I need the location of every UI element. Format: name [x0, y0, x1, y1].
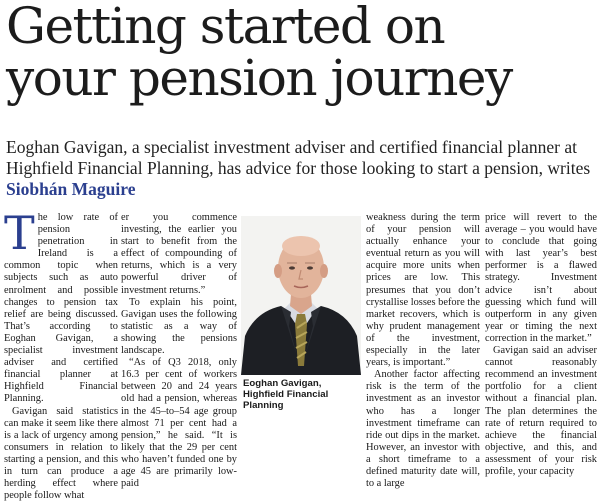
paragraph: To explain his point, Gavigan uses the following statistic as a way of showing the pensions landscape. [121, 297, 237, 357]
headline-line-1: Getting started on [6, 0, 596, 52]
portrait-photo [241, 216, 361, 375]
paragraph: Another factor affecting risk is the term of the investment as an investor who has a longer investment timeframe can ride out dips in the market. However, an investor with a short timeframe to a defined maturity date will, to a large [366, 369, 480, 490]
article-column-2 [121, 212, 237, 490]
paragraph: Gavigan said statistics can make it seem like there is a lack of urgency among consumers in relation to starting a pension, and this in turn can produce a herding effect where people follow what [4, 406, 118, 502]
article-column-4 [485, 212, 597, 478]
drop-cap: T [4, 213, 35, 253]
byline: Siobhán Maguire [6, 179, 136, 199]
photo-caption: Eoghan Gavigan, Highfield Financial Planning [243, 378, 365, 411]
paragraph: “As of Q3 2018, only 16.3 per cent of workers between 20 and 24 years old had a pension, whereas in the 45–to–54 age group almost 71 per cent had a pension,” he said. “It is likely that the 29 per cent who haven’t funded one by age 45 are primarily low-paid [121, 357, 237, 490]
portrait-illustration [241, 216, 361, 375]
standfirst-text: Eoghan Gavigan, a specialist investment adviser and certified financial planner at Highfield Financial Planning, has advice for those looking to start a pension, writes [6, 137, 590, 178]
paragraph: he low rate of pension penetration in Ireland is a common topic when subjects such as auto enrolment and possible changes to pension tax relief are being discussed. That’s according to Eoghan Gavigan, a specialist investment adviser and certified financial planner at Highfield Financial Planning. [4, 212, 118, 406]
headline [6, 0, 596, 104]
headline-line-2: your pension journey [6, 52, 596, 104]
article-column-1 [4, 212, 118, 502]
paragraph: Gavigan said an adviser cannot reasonably recommend an investment portfolio for a client without a financial plan. The plan determines the rate of return required to achieve the financial objective, and this, and assessment of your risk profile, your capacity [485, 345, 597, 478]
paragraph: price will revert to the average – you would have to conclude that going with last year’s best performer is a flawed strategy. Investment advice isn’t about guessing which fund will outperform in any given year or timing the next correction in the market.” [485, 212, 597, 345]
paragraph: weakness during the term of your pension will actually enhance your eventual return as you will acquire more units when prices are low. This presumes that you don’t crystallise losses before the market recovers, which is why prudent management of the investment, especially in the later years, is important.” [366, 212, 480, 369]
article-column-3 [366, 212, 480, 490]
standfirst [6, 137, 596, 200]
paragraph: er you commence investing, the earlier you start to benefit from the effect of compounding of returns, which is a very powerful driver of investment returns.” [121, 212, 237, 297]
